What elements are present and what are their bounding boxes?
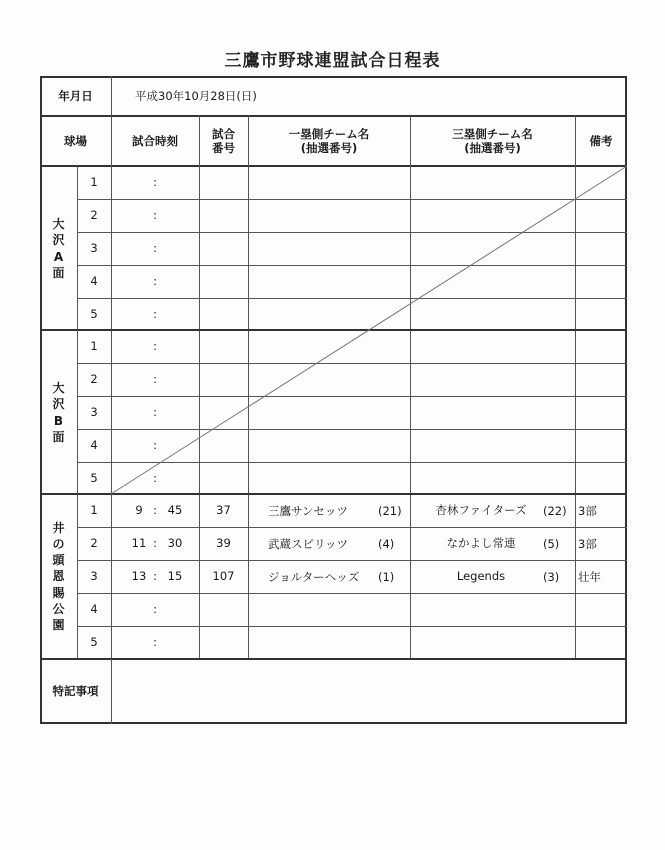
time-placeholder: : (153, 208, 157, 223)
row-number: 2 (90, 372, 98, 387)
field-name-char: 園 (52, 617, 65, 632)
time-placeholder: : (153, 339, 157, 354)
row-number: 2 (90, 208, 98, 223)
row-number: 5 (90, 307, 98, 322)
first-base-team: 武蔵スピリッツ (268, 536, 349, 551)
row-number: 4 (90, 438, 98, 453)
field-name-char: 井 (52, 520, 65, 535)
time-hour: 9 (135, 503, 143, 518)
game-number: 107 (212, 569, 235, 584)
field-name-char: 大 (52, 217, 65, 232)
row-number: 5 (90, 471, 98, 486)
field-name-char: 面 (52, 265, 65, 280)
header-game-number-line: 番号 (212, 141, 235, 155)
field-name-char: 恩 (52, 569, 65, 584)
time-placeholder: : (153, 438, 157, 453)
game-number: 37 (216, 503, 231, 518)
field-name-char: 公 (52, 601, 65, 616)
third-base-team: 杏林ファイターズ (435, 503, 527, 518)
row-number: 3 (90, 405, 98, 420)
time-placeholder: : (153, 175, 157, 190)
time-minute: 30 (167, 536, 183, 551)
time-placeholder: : (153, 602, 157, 617)
time-minute: 15 (167, 569, 183, 584)
first-base-draw-number: (1) (378, 569, 395, 584)
header-game-number-line: 試合 (212, 126, 235, 141)
first-base-draw-number: (21) (378, 503, 402, 518)
time-minute: 45 (167, 503, 183, 518)
time-placeholder: : (153, 307, 157, 322)
header-third-base-team-line: (抽選番号) (464, 141, 521, 155)
date-label: 年月日 (58, 88, 93, 103)
time-placeholder: : (153, 405, 157, 420)
field-name-char: B (53, 413, 64, 428)
date-value: 平成30年10月28日(日) (135, 89, 257, 103)
time-hour: 11 (131, 536, 147, 551)
row-number: 4 (90, 602, 98, 617)
field-name-char: 大 (52, 381, 65, 396)
header-field: 球場 (64, 133, 87, 148)
header-first-base-team-line: 一塁側チーム名 (288, 126, 370, 141)
third-base-draw-number: (5) (543, 536, 560, 551)
notes-value: 3部 (578, 536, 597, 551)
field-name-char: 面 (52, 429, 65, 444)
remarks-label: 特記事項 (52, 684, 99, 699)
row-number: 5 (90, 635, 98, 650)
third-base-team: なかよし常連 (446, 536, 516, 551)
header-first-base-team-line: (抽選番号) (300, 141, 358, 155)
time-colon: : (153, 569, 157, 584)
field-name-char: 沢 (52, 233, 65, 248)
row-number: 1 (90, 339, 98, 354)
time-placeholder: : (153, 635, 157, 650)
row-number: 3 (90, 241, 98, 256)
time-placeholder: : (153, 471, 157, 486)
time-placeholder: : (153, 372, 157, 387)
field-name-char: 頭 (52, 553, 65, 568)
notes-value: 3部 (578, 503, 597, 518)
field-name-char: の (52, 537, 65, 552)
game-number: 39 (216, 536, 231, 551)
row-number: 3 (90, 569, 98, 584)
row-number: 1 (90, 503, 98, 518)
time-hour: 13 (131, 569, 147, 584)
header-third-base-team-line: 三塁側チーム名 (452, 126, 533, 141)
time-placeholder: : (153, 241, 157, 256)
row-number: 4 (90, 274, 98, 289)
third-base-draw-number: (22) (543, 503, 567, 518)
time-colon: : (153, 536, 157, 551)
field-name-char: 賜 (52, 585, 65, 600)
notes-value: 壮年 (578, 569, 601, 584)
header-notes: 備考 (589, 133, 613, 148)
row-number: 2 (90, 536, 98, 551)
time-placeholder: : (153, 274, 157, 289)
time-colon: : (153, 503, 157, 518)
header-time: 試合時刻 (132, 133, 178, 148)
diagonal-line (111, 166, 627, 494)
row-number: 1 (90, 175, 98, 190)
first-base-team: ジョルターヘッズ (268, 569, 360, 584)
first-base-draw-number: (4) (378, 536, 395, 551)
third-base-team: Legends (456, 569, 506, 584)
field-name-char: 沢 (52, 397, 65, 412)
third-base-draw-number: (3) (543, 569, 560, 584)
page-title: 三鷹市野球連盟試合日程表 (224, 51, 441, 71)
first-base-team: 三鷹サンセッツ (268, 503, 348, 518)
field-name-char: A (53, 249, 64, 264)
